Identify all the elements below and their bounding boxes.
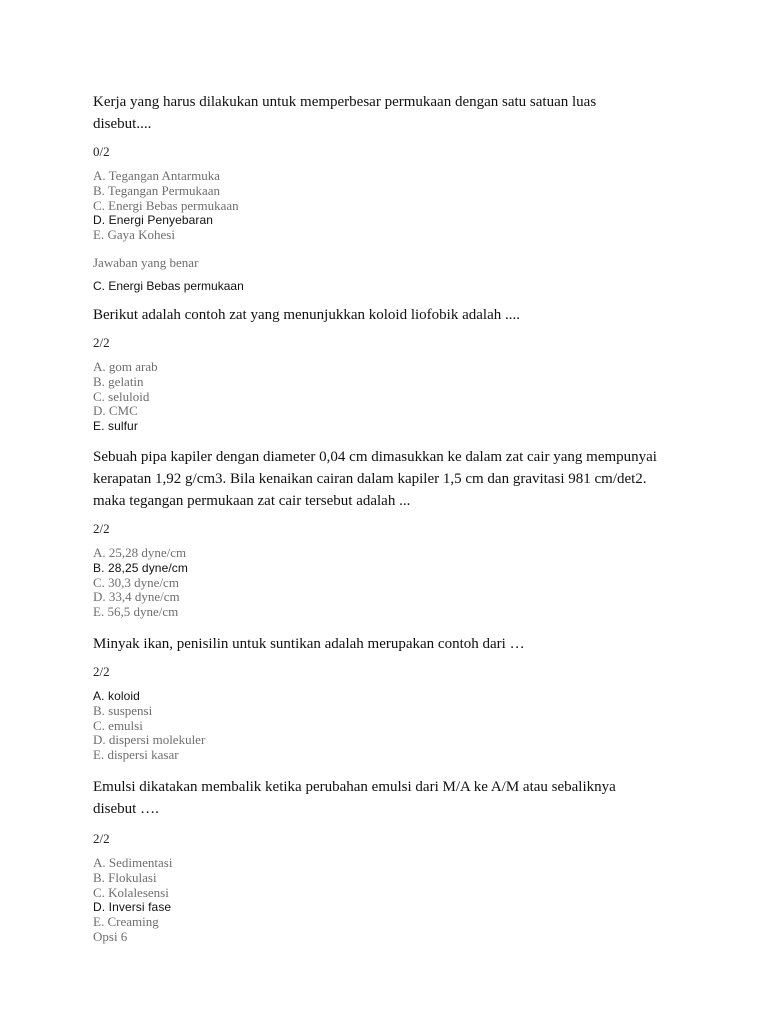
- option-b[interactable]: B. suspensi: [93, 702, 153, 718]
- question-score: 2/2: [93, 334, 110, 350]
- option-e[interactable]: E. Creaming: [93, 914, 159, 930]
- question-4: [93, 633, 693, 763]
- question-5: [93, 776, 693, 945]
- option-d[interactable]: D. dispersi molekuler: [93, 732, 206, 748]
- question-text: Minyak ikan, penisilin untuk suntikan adalah merupakan contoh dari …: [93, 635, 525, 652]
- option-d[interactable]: D. 33,4 dyne/cm: [93, 589, 180, 605]
- option-6[interactable]: Opsi 6: [93, 928, 128, 944]
- question-1: [93, 91, 693, 294]
- option-e[interactable]: E. Gaya Kohesi: [93, 227, 175, 243]
- question-text: Sebuah pipa kapiler dengan diameter 0,04 cm dimasukkan ke dalam zat cair yang mempunyai kerapatan 1,92 g/cm3. Bila kenaikan cairan dalam kapiler 1,5 cm dan gravitasi 981 cm/det2. maka tegangan permukaan zat cair tersebut adalah ...: [93, 448, 657, 509]
- question-score: 0/2: [93, 144, 110, 159]
- option-b-selected[interactable]: B. 28,25 dyne/cm: [93, 560, 188, 575]
- option-a[interactable]: A. 25,28 dyne/cm: [93, 544, 187, 560]
- option-c[interactable]: C. seluloid: [93, 388, 150, 404]
- option-c[interactable]: C. Kolalesensi: [93, 884, 169, 900]
- quiz-document: [93, 91, 693, 945]
- question-score: 2/2: [93, 520, 110, 536]
- question-text: Emulsi dikatakan membalik ketika perubahan emulsi dari M/A ke A/M atau sebaliknya disebut ….: [93, 778, 616, 817]
- option-a-selected[interactable]: A. koloid: [93, 688, 140, 703]
- option-c[interactable]: C. emulsi: [93, 717, 143, 733]
- option-list: [93, 546, 693, 620]
- option-e[interactable]: E. 56,5 dyne/cm: [93, 604, 179, 620]
- option-a[interactable]: A. Tegangan Antarmuka: [93, 168, 221, 183]
- option-e-selected[interactable]: E. sulfur: [93, 419, 138, 434]
- option-a[interactable]: A. Sedimentasi: [93, 854, 173, 870]
- question-score: 2/2: [93, 663, 110, 679]
- option-b[interactable]: B. gelatin: [93, 373, 144, 389]
- question-score: 2/2: [93, 830, 110, 846]
- option-c[interactable]: C. 30,3 dyne/cm: [93, 574, 179, 590]
- question-2: [93, 304, 693, 434]
- option-list: [93, 360, 693, 434]
- option-d[interactable]: D. CMC: [93, 403, 138, 419]
- option-list: [93, 169, 693, 243]
- option-e[interactable]: E. dispersi kasar: [93, 747, 179, 763]
- correct-answer-value: C. Energi Bebas permukaan: [93, 278, 244, 293]
- option-b[interactable]: B. Tegangan Permukaan: [93, 182, 221, 198]
- question-text: Kerja yang harus dilakukan untuk memperbesar permukaan dengan satu satuan luas disebut....: [93, 94, 597, 132]
- option-list: [93, 689, 693, 763]
- question-3: [93, 446, 693, 620]
- option-d-selected[interactable]: D. Inversi fase: [93, 900, 172, 915]
- option-c[interactable]: C. Energi Bebas permukaan: [93, 197, 239, 213]
- question-text: Berikut adalah contoh zat yang menunjukkan koloid liofobik adalah ....: [93, 306, 520, 323]
- option-a[interactable]: A. gom arab: [93, 358, 158, 374]
- option-list: [93, 856, 693, 945]
- option-b[interactable]: B. Flokulasi: [93, 869, 157, 885]
- correct-answer-label: Jawaban yang benar: [93, 254, 199, 270]
- option-d-selected[interactable]: D. Energi Penyebaran: [93, 213, 214, 228]
